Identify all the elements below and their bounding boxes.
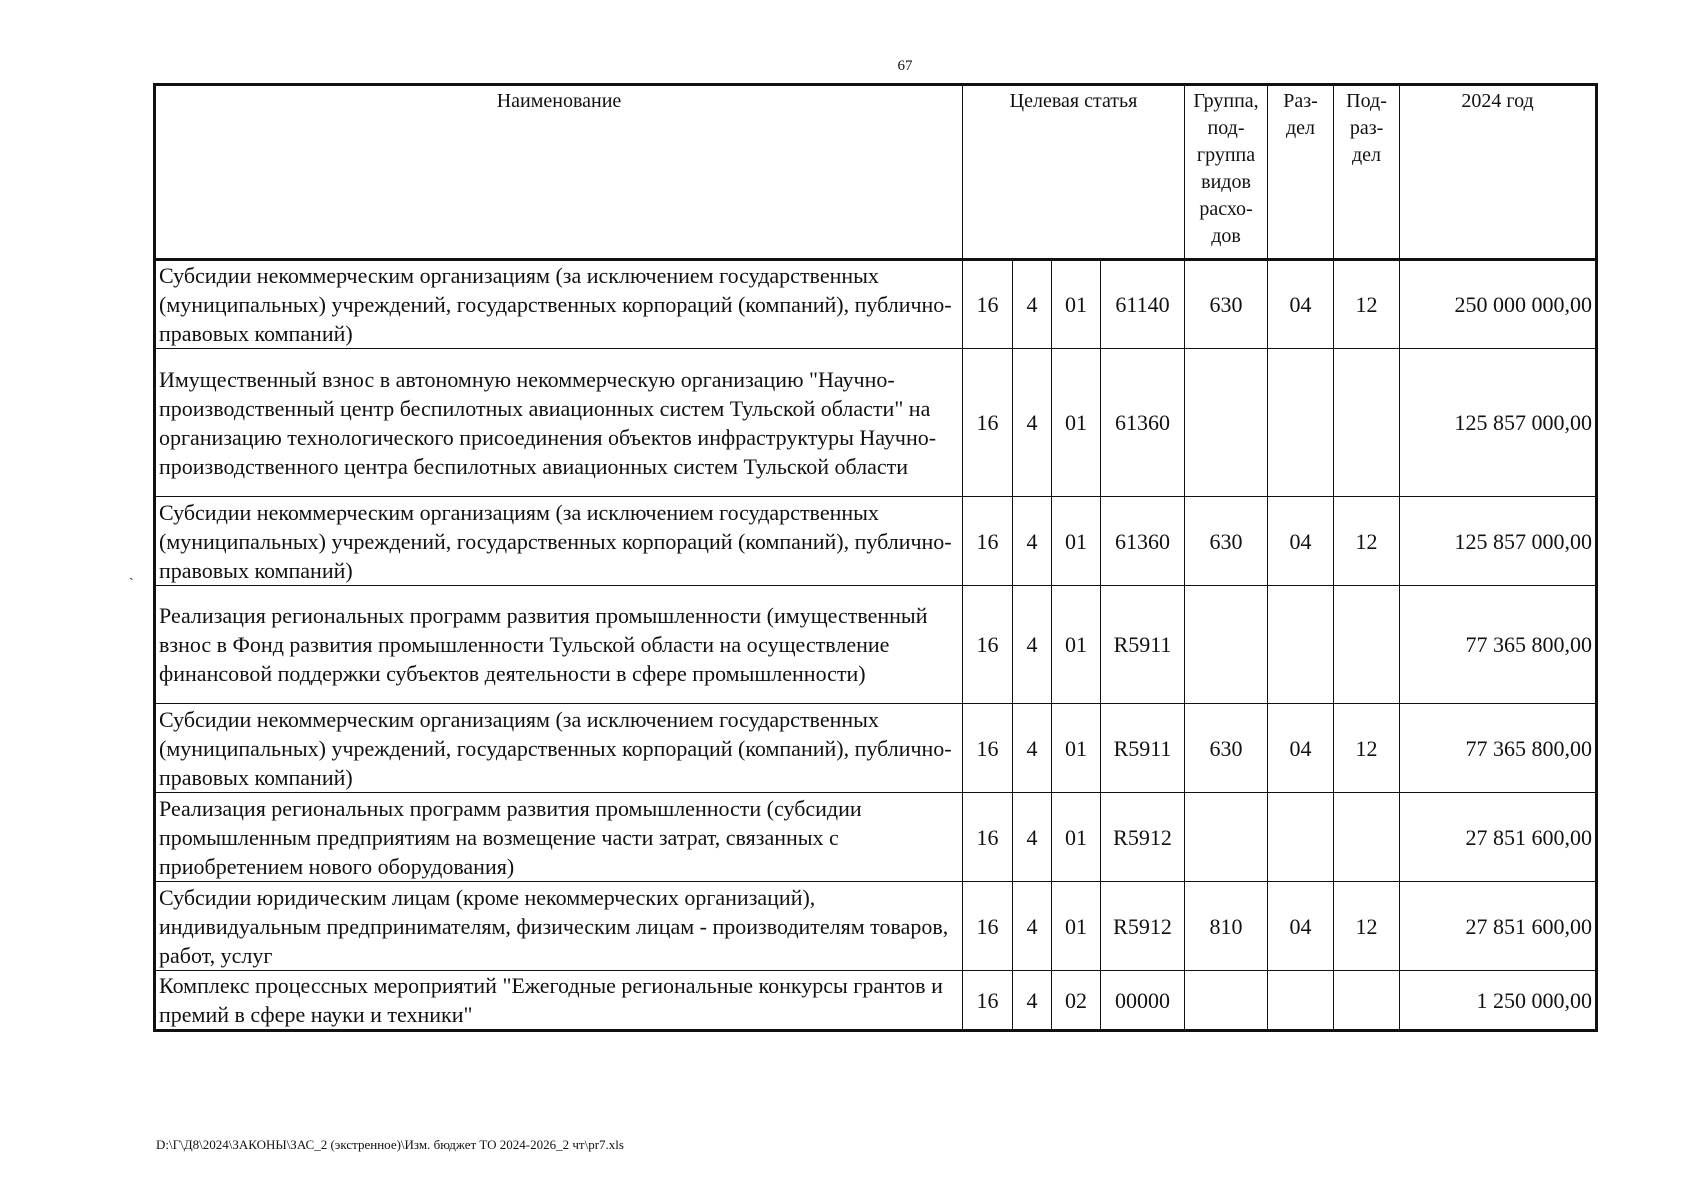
row-target-2: 4 <box>1013 586 1052 704</box>
row-target-3: 01 <box>1052 793 1101 882</box>
row-subsection: 12 <box>1334 882 1400 971</box>
row-target-4: 00000 <box>1101 971 1185 1031</box>
row-target-2: 4 <box>1013 260 1052 349</box>
header-section: Раз- дел <box>1268 85 1334 260</box>
row-target-2: 4 <box>1013 349 1052 497</box>
row-target-4: R5911 <box>1101 586 1185 704</box>
row-amount: 250 000 000,00 <box>1400 260 1597 349</box>
row-subsection <box>1334 349 1400 497</box>
row-target-2: 4 <box>1013 793 1052 882</box>
row-target-3: 01 <box>1052 704 1101 793</box>
row-name: Реализация региональных программ развития промышленности (имущественный взнос в Фонд развития промышленности Тульской области на осуществление финансовой поддержки субъектов деятельности в сфере промышленности) <box>155 586 963 704</box>
row-subsection <box>1334 586 1400 704</box>
footer-file-path: D:\Г\Д8\2024\ЗАКОНЫ\ЗАС_2 (экстренное)\Изм. бюджет ТО 2024-2026_2 чт\pr7.xls <box>156 1137 624 1152</box>
row-group: 630 <box>1185 260 1268 349</box>
row-target-2: 4 <box>1013 704 1052 793</box>
row-amount: 1 250 000,00 <box>1400 971 1597 1031</box>
row-group <box>1185 349 1268 497</box>
row-target-4: 61140 <box>1101 260 1185 349</box>
row-target-3: 01 <box>1052 586 1101 704</box>
row-target-3: 01 <box>1052 260 1101 349</box>
row-subsection: 12 <box>1334 260 1400 349</box>
row-target-3: 01 <box>1052 882 1101 971</box>
row-amount: 27 851 600,00 <box>1400 882 1597 971</box>
row-target-1: 16 <box>963 349 1013 497</box>
row-amount: 77 365 800,00 <box>1400 586 1597 704</box>
row-target-2: 4 <box>1013 882 1052 971</box>
row-amount: 77 365 800,00 <box>1400 704 1597 793</box>
row-subsection: 12 <box>1334 704 1400 793</box>
row-target-3: 02 <box>1052 971 1101 1031</box>
row-target-1: 16 <box>963 704 1013 793</box>
row-name: Комплекс процессных мероприятий "Ежегодные региональные конкурсы грантов и премий в сфере науки и техники" <box>155 971 963 1031</box>
row-group: 630 <box>1185 497 1268 586</box>
row-amount: 27 851 600,00 <box>1400 793 1597 882</box>
table-row <box>155 349 1597 497</box>
row-group <box>1185 971 1268 1031</box>
row-section <box>1268 349 1334 497</box>
row-section: 04 <box>1268 882 1334 971</box>
table-row <box>155 704 1597 793</box>
row-target-4: R5912 <box>1101 793 1185 882</box>
row-section <box>1268 586 1334 704</box>
row-target-4: R5912 <box>1101 882 1185 971</box>
row-section: 04 <box>1268 704 1334 793</box>
row-subsection: 12 <box>1334 497 1400 586</box>
row-name: Реализация региональных программ развития промышленности (субсидии промышленным предприятиям на возмещение части затрат, связанных с приобретением нового оборудования) <box>155 793 963 882</box>
header-group: Группа, под- группа видов расхо- дов <box>1185 85 1268 260</box>
row-subsection <box>1334 971 1400 1031</box>
row-name: Субсидии юридическим лицам (кроме некоммерческих организаций), индивидуальным предпринимателям, физическим лицам - производителям товаров, работ, услуг <box>155 882 963 971</box>
row-target-1: 16 <box>963 497 1013 586</box>
row-name: Имущественный взнос в автономную некоммерческую организацию "Научно-производственный центр беспилотных авиационных систем Тульской области" на организацию технологического присоединения объектов инфраструктуры Научно-производственного центра беспилотных авиационных систем Тульской области <box>155 349 963 497</box>
table-row <box>155 260 1597 349</box>
row-subsection <box>1334 793 1400 882</box>
row-amount: 125 857 000,00 <box>1400 349 1597 497</box>
row-group <box>1185 586 1268 704</box>
row-group <box>1185 793 1268 882</box>
row-target-1: 16 <box>963 260 1013 349</box>
row-group: 630 <box>1185 704 1268 793</box>
row-section <box>1268 793 1334 882</box>
row-target-4: 61360 <box>1101 497 1185 586</box>
table-row <box>155 586 1597 704</box>
stray-mark: ˏ <box>129 566 134 581</box>
table-row <box>155 497 1597 586</box>
row-section <box>1268 971 1334 1031</box>
row-target-1: 16 <box>963 586 1013 704</box>
row-section: 04 <box>1268 260 1334 349</box>
row-target-1: 16 <box>963 882 1013 971</box>
row-name: Субсидии некоммерческим организациям (за исключением государственных (муниципальных) учреждений, государственных корпораций (компаний), публично-правовых компаний) <box>155 497 963 586</box>
table-header-row <box>155 85 1597 260</box>
row-target-4: 61360 <box>1101 349 1185 497</box>
header-year: 2024 год <box>1400 85 1597 260</box>
table-row <box>155 971 1597 1031</box>
row-section: 04 <box>1268 497 1334 586</box>
budget-table <box>153 83 1598 1032</box>
row-target-4: R5911 <box>1101 704 1185 793</box>
header-target: Целевая статья <box>963 85 1185 260</box>
header-name: Наименование <box>155 85 963 260</box>
header-subsection: Под- раз- дел <box>1334 85 1400 260</box>
row-name: Субсидии некоммерческим организациям (за исключением государственных (муниципальных) учреждений, государственных корпораций (компаний), публично-правовых компаний) <box>155 704 963 793</box>
row-amount: 125 857 000,00 <box>1400 497 1597 586</box>
row-target-1: 16 <box>963 971 1013 1031</box>
table-row <box>155 882 1597 971</box>
row-target-3: 01 <box>1052 497 1101 586</box>
row-name: Субсидии некоммерческим организациям (за исключением государственных (муниципальных) учреждений, государственных корпораций (компаний), публично-правовых компаний) <box>155 260 963 349</box>
row-target-2: 4 <box>1013 497 1052 586</box>
row-target-3: 01 <box>1052 349 1101 497</box>
row-group: 810 <box>1185 882 1268 971</box>
page-number: 67 <box>897 58 913 74</box>
row-target-2: 4 <box>1013 971 1052 1031</box>
row-target-1: 16 <box>963 793 1013 882</box>
table-row <box>155 793 1597 882</box>
